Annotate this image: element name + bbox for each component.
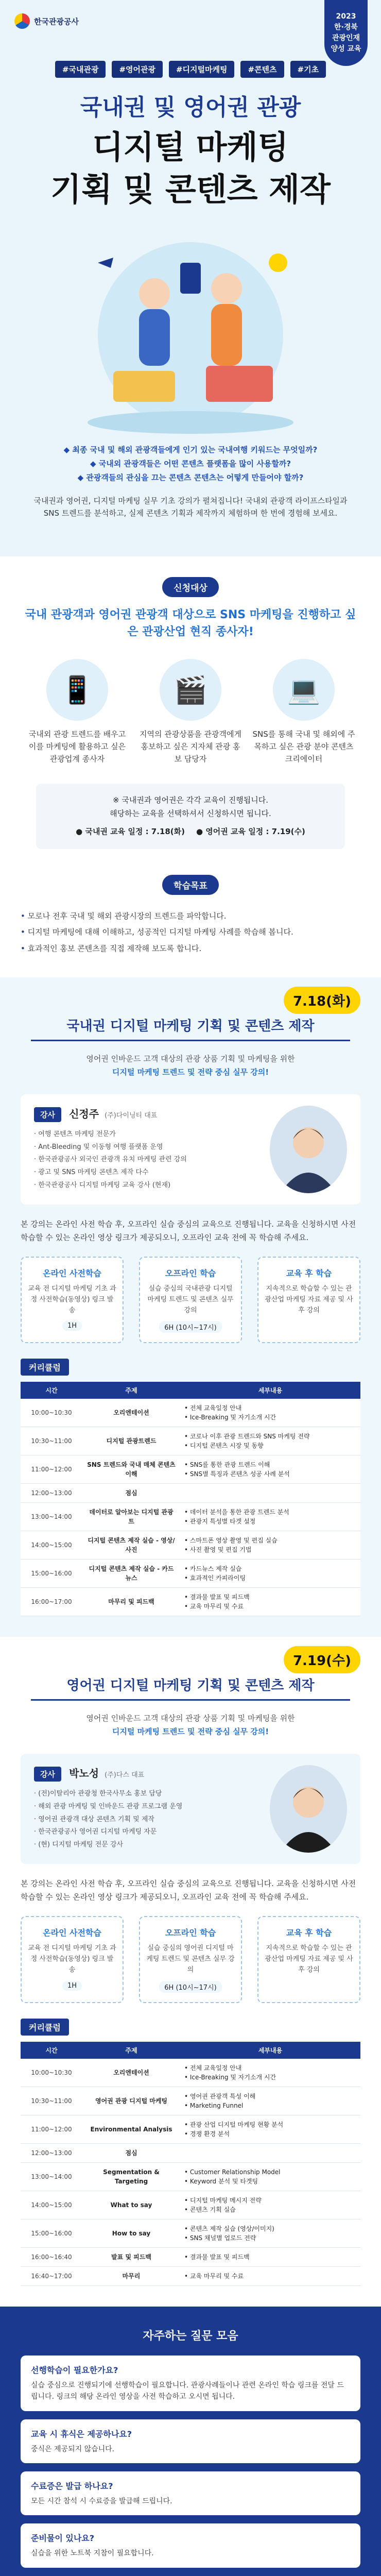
target-label: 신청대상 bbox=[162, 577, 219, 597]
time-cell: 12:00~13:00 bbox=[21, 2143, 82, 2162]
column-header: 주제 bbox=[82, 2042, 180, 2059]
faq-question: 선행학습이 필요한가요? bbox=[31, 2365, 118, 2375]
hero-title-line-1: 국내권 및 영어권 관광 bbox=[80, 94, 301, 121]
detail-cell bbox=[180, 1484, 360, 1503]
course-desc-line: 디지털 마케팅 트렌드 및 전략 중심 실무 강의! bbox=[112, 1067, 269, 1077]
method-card bbox=[21, 1257, 124, 1343]
detail-cell: • 카드뉴스 제작 실습 • 효과적인 카피라이팅 bbox=[180, 1560, 360, 1588]
time-cell: 16:00~16:40 bbox=[21, 2247, 82, 2266]
topic-cell: 디지털 콘텐츠 제작 실습 - 영상/사진 bbox=[82, 1531, 180, 1560]
method-time: 1H bbox=[62, 1321, 82, 1331]
table-row bbox=[21, 2059, 360, 2087]
career-item: · 한국관광공사 디지털 마케팅 교육 강사 (현재) bbox=[34, 1179, 258, 1192]
method-title: 교육 후 학습 bbox=[286, 1268, 332, 1278]
lecturer-org: (주)다이닝티 대표 bbox=[105, 1112, 158, 1120]
learning-methods bbox=[21, 1257, 360, 1343]
hashtag: #기초 bbox=[290, 61, 326, 78]
faq-item[interactable] bbox=[21, 2419, 360, 2463]
target-section bbox=[0, 556, 381, 870]
notice-title: ※ 국내권과 영어권은 각각 교육이 진행됩니다. bbox=[113, 795, 268, 805]
detail-cell: • 교육 마무리 및 수료 bbox=[180, 2266, 360, 2285]
learn-list bbox=[21, 908, 360, 957]
topic-cell: 점심 bbox=[82, 1484, 180, 1503]
target-card bbox=[139, 659, 242, 765]
learn-item: • 모로나 전후 국내 및 해외 관광시장의 트렌드를 파악합니다. bbox=[21, 908, 360, 925]
faq-question: 교육 시 휴식은 제공하나요? bbox=[31, 2429, 132, 2439]
learn-section bbox=[0, 870, 381, 978]
lecturer-label: 강사 bbox=[34, 1107, 61, 1122]
curriculum-table bbox=[21, 2042, 360, 2286]
lecturer-card bbox=[21, 1094, 360, 1205]
table-row bbox=[21, 2087, 360, 2115]
logo-text: 한국관광공사 bbox=[34, 16, 79, 26]
table-row bbox=[21, 1503, 360, 1531]
detail-cell: • 콘텐츠 제작 실습 (영상/이미지) • SNS 채널별 업로드 전략 bbox=[180, 2219, 360, 2247]
hero-illustration bbox=[67, 216, 314, 438]
curriculum-rows bbox=[21, 2059, 360, 2286]
detail-cell: • Customer Relationship Model • Keyword 분석 및 타겟팅 bbox=[180, 2162, 360, 2191]
notice-subtitle: 해당하는 교육을 선택하셔서 신청하시면 됩니다. bbox=[110, 808, 271, 818]
course-date: 7.18(화) bbox=[284, 987, 360, 1014]
time-cell: 15:00~16:00 bbox=[21, 2219, 82, 2247]
hero-question: ◆ 관광객들의 관심을 끄는 콘텐츠 콘텐츠는 어떻게 만들어야 할까? bbox=[77, 473, 304, 482]
faq-item[interactable] bbox=[21, 2471, 360, 2515]
method-card bbox=[139, 1916, 242, 2003]
method-title: 오프라인 학습 bbox=[165, 1928, 216, 1938]
hero bbox=[0, 0, 381, 556]
method-time: 6H (10시~17시) bbox=[159, 1321, 221, 1333]
curriculum-label: 커리큘럼 bbox=[21, 2019, 69, 2036]
column-header: 세부내용 bbox=[180, 1382, 360, 1399]
time-cell: 11:00~12:00 bbox=[21, 1455, 82, 1484]
course-description bbox=[0, 1053, 381, 1079]
notice-item: ● 국내권 교육 일정 : 7.18(화) bbox=[76, 827, 185, 836]
time-cell: 16:00~17:00 bbox=[21, 1588, 82, 1616]
method-text: 교육 전 디지털 마케팅 기초 과정 사전학습(동영상) 링크 발송 bbox=[28, 1285, 116, 1314]
detail-cell: • 코로나 이후 관광 트렌드와 SNS 마케팅 전략 • 디지털 콘텐츠 시장 및 동향 bbox=[180, 1427, 360, 1455]
table-row bbox=[21, 1399, 360, 1427]
table-row bbox=[21, 2162, 360, 2191]
detail-cell: • 전체 교육일정 안내 • Ice-Breaking 및 자기소개 시간 bbox=[180, 2059, 360, 2087]
lecturer-card bbox=[21, 1754, 360, 1864]
curriculum-table bbox=[21, 1382, 360, 1616]
career-item: · (현) 디지털 마케팅 전문 강사 bbox=[34, 1839, 258, 1852]
notice-item: ● 영어권 교육 일정 : 7.19(수) bbox=[196, 827, 305, 836]
column-header: 시간 bbox=[21, 1382, 82, 1399]
curriculum bbox=[21, 2019, 360, 2286]
faq-answer: 모든 시간 참석 시 수료증을 발급해 드립니다. bbox=[31, 2497, 172, 2505]
column-header: 세부내용 bbox=[180, 2042, 360, 2059]
hashtag: #국내관광 bbox=[55, 61, 106, 78]
time-cell: 12:00~13:00 bbox=[21, 1484, 82, 1503]
course-title-text: 국내권 디지털 마케팅 기획 및 콘텐츠 제작 bbox=[66, 1019, 315, 1034]
lecturer-photo bbox=[270, 1106, 347, 1193]
topic-cell: 마무리 및 피드백 bbox=[82, 1588, 180, 1616]
hero-question: ◆ 국내외 관광객들은 어떤 콘텐츠 플랫폼을 많이 사용할까? bbox=[90, 459, 291, 468]
learn-label: 학습목표 bbox=[162, 875, 219, 895]
curriculum bbox=[21, 1359, 360, 1616]
detail-cell: • 데이터 분석을 통한 관광 트렌드 분석 • 관광지 특성별 타겟 설정 bbox=[180, 1503, 360, 1531]
topic-cell: 마무리 bbox=[82, 2266, 180, 2285]
learn-item: • 디지털 마케팅에 대해 이해하고, 성공적인 디지털 마케팅 사례를 학습해 봅니다. bbox=[21, 924, 360, 941]
faq-answer: 실습을 위한 노트북 지참이 필요합니다. bbox=[31, 2549, 154, 2558]
lecturer-name: 신정주 bbox=[69, 1108, 99, 1120]
person-icon bbox=[275, 1116, 342, 1193]
badge-line: 양성 교육 bbox=[331, 45, 361, 53]
time-cell: 10:00~10:30 bbox=[21, 2059, 82, 2087]
badge-line: 한·경북 bbox=[334, 23, 358, 31]
time-cell: 14:00~15:00 bbox=[21, 1531, 82, 1560]
table-row bbox=[21, 2266, 360, 2285]
faq-question: 준비물이 있나요? bbox=[31, 2533, 95, 2544]
career-item: · Ant-Bleeding 및 이동형 여행 플랫폼 운영 bbox=[34, 1141, 258, 1154]
method-card bbox=[257, 1257, 360, 1343]
career-item: · 영어권 관광객 대상 콘텐츠 기획 및 제작 bbox=[34, 1814, 258, 1826]
topic-cell: What to say bbox=[82, 2191, 180, 2219]
smartphone-icon: 📱 bbox=[46, 659, 108, 721]
topic-cell: Environmental Analysis bbox=[82, 2115, 180, 2143]
course-desc-line: 영어권 인바운드 고객 대상의 관광 상품 기획 및 마케팅을 위한 bbox=[86, 1714, 295, 1723]
lecturer-name: 박노성 bbox=[69, 1767, 99, 1780]
detail-cell: • 결과물 발표 및 피드백 bbox=[180, 2247, 360, 2266]
hero-intro: 국내권과 영어권, 디지털 마케팅 실무 기초 강의가 펼쳐집니다! 국내외 관광객 라이프스타일과 SNS 트렌드를 분석하고, 실제 콘텐츠 기획과 제작까지 체험하며 한 번에 경험해 보세요. bbox=[33, 496, 348, 518]
detail-cell: • SNS를 통한 관광 트렌드 이해 • SNS별 특징과 콘텐츠 성공 사례 분석 bbox=[180, 1455, 360, 1484]
table-row bbox=[21, 1455, 360, 1484]
detail-cell: • 디지털 마케팅 메시지 전략 • 콘텐츠 기획 실습 bbox=[180, 2191, 360, 2219]
hashtag: #디지털마케팅 bbox=[169, 61, 235, 78]
time-cell: 10:00~10:30 bbox=[21, 1399, 82, 1427]
topic-cell: 디지털 콘텐츠 제작 실습 - 카드뉴스 bbox=[82, 1560, 180, 1588]
course-desc-line: 영어권 인바운드 고객 대상의 관광 상품 기획 및 마케팅을 위한 bbox=[86, 1054, 295, 1063]
method-text: 실습 중심의 국내관광 디지털 마케팅 트렌드 및 콘텐츠 실무 강의 bbox=[147, 1285, 234, 1314]
detail-cell bbox=[180, 2143, 360, 2162]
method-title: 온라인 사전학습 bbox=[43, 1268, 101, 1278]
course-description bbox=[0, 1712, 381, 1738]
topic-cell: 영어권 관광 디지털 마케팅 bbox=[82, 2087, 180, 2115]
career-item: · 해외 관광 마케팅 및 인바운드 관광 프로그램 운영 bbox=[34, 1801, 258, 1814]
detail-cell: • 결과물 발표 및 피드백 • 교육 마무리 및 수료 bbox=[180, 1588, 360, 1616]
method-card bbox=[257, 1916, 360, 2003]
time-cell: 13:00~14:00 bbox=[21, 1503, 82, 1531]
table-row bbox=[21, 1427, 360, 1455]
topic-cell: 발표 및 피드백 bbox=[82, 2247, 180, 2266]
year-badge bbox=[324, 0, 368, 66]
column-header: 시간 bbox=[21, 2042, 82, 2059]
method-time: 1H bbox=[62, 1981, 82, 1991]
lecturer-career bbox=[34, 1788, 258, 1851]
laptop-icon: 💻 bbox=[273, 659, 335, 721]
hero-questions bbox=[0, 443, 381, 485]
target-card bbox=[252, 659, 355, 765]
video-icon: 🎬 bbox=[160, 659, 221, 721]
detail-cell: • 관광 산업 디지털 마케팅 현황 분석 • 경쟁 환경 분석 bbox=[180, 2115, 360, 2143]
badge-line: 2023 bbox=[336, 12, 356, 21]
topic-cell: SNS 트렌드와 국내 매체 콘텐츠 이해 bbox=[82, 1455, 180, 1484]
course-english bbox=[0, 1637, 381, 2306]
career-item: · (전)이탈리아 관광청 한국사무소 홍보 담당 bbox=[34, 1788, 258, 1801]
topic-cell: 디지털 관광트렌드 bbox=[82, 1427, 180, 1455]
course-date: 7.19(수) bbox=[284, 1646, 360, 1673]
method-text: 지속적으로 학습할 수 있는 관광산업 마케팅 자료 제공 및 사후 강의 bbox=[265, 1285, 353, 1314]
topic-cell: 오리엔테이션 bbox=[82, 1399, 180, 1427]
method-text: 교육 전 디지털 마케팅 기초 과정 사전학습(동영상) 링크 발송 bbox=[28, 1944, 116, 1974]
table-row bbox=[21, 1531, 360, 1560]
topic-cell: 점심 bbox=[82, 2143, 180, 2162]
schedule-notice bbox=[36, 784, 345, 849]
table-row bbox=[21, 2143, 360, 2162]
method-title: 오프라인 학습 bbox=[165, 1268, 216, 1278]
method-card bbox=[21, 1916, 124, 2003]
target-headline: 국내 관광객과 영어권 관광객 대상으로 SNS 마케팅을 진행하고 싶은 관광산업 현직 종사자! bbox=[25, 608, 356, 638]
method-title: 교육 후 학습 bbox=[286, 1928, 332, 1938]
hashtag: #영어관광 bbox=[112, 61, 163, 78]
title-divider bbox=[31, 1699, 350, 1701]
method-text: 지속적으로 학습할 수 있는 관광산업 마케팅 자료 제공 및 사후 강의 bbox=[265, 1944, 353, 1974]
career-item: · 한국관광공사 외국인 관광객 유치 마케팅 관련 강의 bbox=[34, 1154, 258, 1166]
topic-cell: How to say bbox=[82, 2219, 180, 2247]
career-item: · 광고 및 SNS 마케팅 콘텐츠 제작 다수 bbox=[34, 1166, 258, 1179]
time-cell: 10:30~11:00 bbox=[21, 2087, 82, 2115]
table-row bbox=[21, 2191, 360, 2219]
time-cell: 11:00~12:00 bbox=[21, 2115, 82, 2143]
target-card-text: 지역의 관광상품을 관광객에게 홍보하고 싶은 지자체 관광 홍보 담당자 bbox=[140, 730, 241, 764]
method-card bbox=[139, 1257, 242, 1343]
title-divider bbox=[31, 1040, 350, 1041]
faq-item[interactable] bbox=[21, 2523, 360, 2567]
course-desc-line: 디지털 마케팅 트렌드 및 전략 중심 실무 강의! bbox=[112, 1726, 269, 1736]
hero-title-line-3: 기획 및 콘텐츠 제작 bbox=[50, 171, 331, 208]
faq-answer: 중식은 제공되지 않습니다. bbox=[31, 2445, 115, 2453]
course-domestic bbox=[0, 977, 381, 1637]
curriculum-rows bbox=[21, 1399, 360, 1616]
topic-cell: 오리엔테이션 bbox=[82, 2059, 180, 2087]
column-header: 주제 bbox=[82, 1382, 180, 1399]
table-row bbox=[21, 2219, 360, 2247]
detail-cell: • 스마트폰 영상 촬영 및 편집 실습 • 사진 촬영 및 편집 기법 bbox=[180, 1531, 360, 1560]
hashtag-list bbox=[0, 61, 381, 78]
career-item: · 여행 콘텐츠 마케팅 전문가 bbox=[34, 1128, 258, 1141]
topic-cell: 데이터로 알아보는 디지털 관광트 bbox=[82, 1503, 180, 1531]
faq-answer: 실습 중심으로 진행되기에 선행학습이 필요합니다. 관광사례들이나 관련 온라인 학습 링크를 전달 드립니다. 링크의 해당 온라인 영상을 사전 학습하고 오시면 됩니다. bbox=[31, 2381, 344, 2401]
curriculum-label: 커리큘럼 bbox=[21, 1359, 69, 1376]
time-cell: 14:00~15:00 bbox=[21, 2191, 82, 2219]
faq-question: 수료증은 발급 하나요? bbox=[31, 2481, 113, 2491]
table-row bbox=[21, 2247, 360, 2266]
target-card bbox=[26, 659, 129, 765]
hero-question: ◆ 최종 국내 및 해외 관광객들에게 인기 있는 국내여행 키워드는 무엇일까? bbox=[63, 445, 318, 454]
lecturer-photo bbox=[270, 1765, 347, 1853]
method-title: 온라인 사전학습 bbox=[43, 1928, 101, 1938]
time-cell: 13:00~14:00 bbox=[21, 2162, 82, 2191]
table-row bbox=[21, 1484, 360, 1503]
hashtag: #콘텐츠 bbox=[240, 61, 284, 78]
table-row bbox=[21, 2115, 360, 2143]
method-text: 실습 중심의 영어권 디지털 마케팅 트렌드 및 콘텐츠 실무 강의 bbox=[146, 1944, 235, 1974]
lecturer-org: (주)다스 대표 bbox=[105, 1771, 145, 1780]
logo[interactable] bbox=[14, 13, 79, 29]
career-item: · 한국관광공사 영어권 디지털 마케팅 자문 bbox=[34, 1826, 258, 1839]
badge-line: 관광인재 bbox=[332, 34, 360, 42]
lecturer-label: 강사 bbox=[34, 1767, 61, 1782]
target-cards bbox=[21, 659, 360, 765]
faq-item[interactable] bbox=[21, 2355, 360, 2411]
detail-cell: • 전체 교육일정 안내 • Ice-Breaking 및 자기소개 시간 bbox=[180, 1399, 360, 1427]
faq-title: 자주하는 질문 모음 bbox=[143, 2329, 238, 2343]
course-body: 본 강의는 온라인 사전 학습 후, 오프라인 실습 중심의 교육으로 진행됩니다. 교육을 신청하시면 사전 학습할 수 있는 온라인 영상 링크가 제공되오니, 오프라인 교육 전에 꼭 학습해 주세요. bbox=[21, 1219, 356, 1242]
faq-list bbox=[21, 2355, 360, 2576]
topic-cell: Segmentation & Targeting bbox=[82, 2162, 180, 2191]
detail-cell: • 영어권 관광객 특성 이해 • Marketing Funnel bbox=[180, 2087, 360, 2115]
course-body: 본 강의는 온라인 사전 학습 후, 오프라인 실습 중심의 교육으로 진행됩니다. 교육을 신청하시면 사전 학습할 수 있는 온라인 영상 링크가 제공되오니, 오프라인 교육 전에 꼭 학습해 주세요. bbox=[21, 1879, 356, 1902]
hero-title-line-2: 디지털 마케팅 bbox=[92, 128, 289, 166]
logo-mark-icon bbox=[14, 13, 30, 29]
faq-section bbox=[0, 2307, 381, 2576]
course-title-text: 영어권 디지털 마케팅 기획 및 콘텐츠 제작 bbox=[66, 1678, 315, 1694]
table-row bbox=[21, 1588, 360, 1616]
person-icon bbox=[275, 1775, 342, 1853]
time-cell: 15:00~16:00 bbox=[21, 1560, 82, 1588]
time-cell: 10:30~11:00 bbox=[21, 1427, 82, 1455]
method-time: 6H (10시~17시) bbox=[159, 1981, 221, 1993]
target-card-text: SNS를 통해 국내 및 해외에 주목하고 싶은 관광 분야 콘텐츠 크리에이터 bbox=[252, 730, 355, 764]
learning-methods bbox=[21, 1916, 360, 2003]
learn-item: • 효과적인 홍보 콘텐츠를 직접 제작해 보도록 합니다. bbox=[21, 941, 360, 957]
target-card-text: 국내외 관광 트렌드를 배우고 이를 마케팅에 활용하고 싶은 관광업계 종사자 bbox=[28, 730, 126, 764]
table-row bbox=[21, 1560, 360, 1588]
lecturer-career bbox=[34, 1128, 258, 1192]
time-cell: 16:40~17:00 bbox=[21, 2266, 82, 2285]
